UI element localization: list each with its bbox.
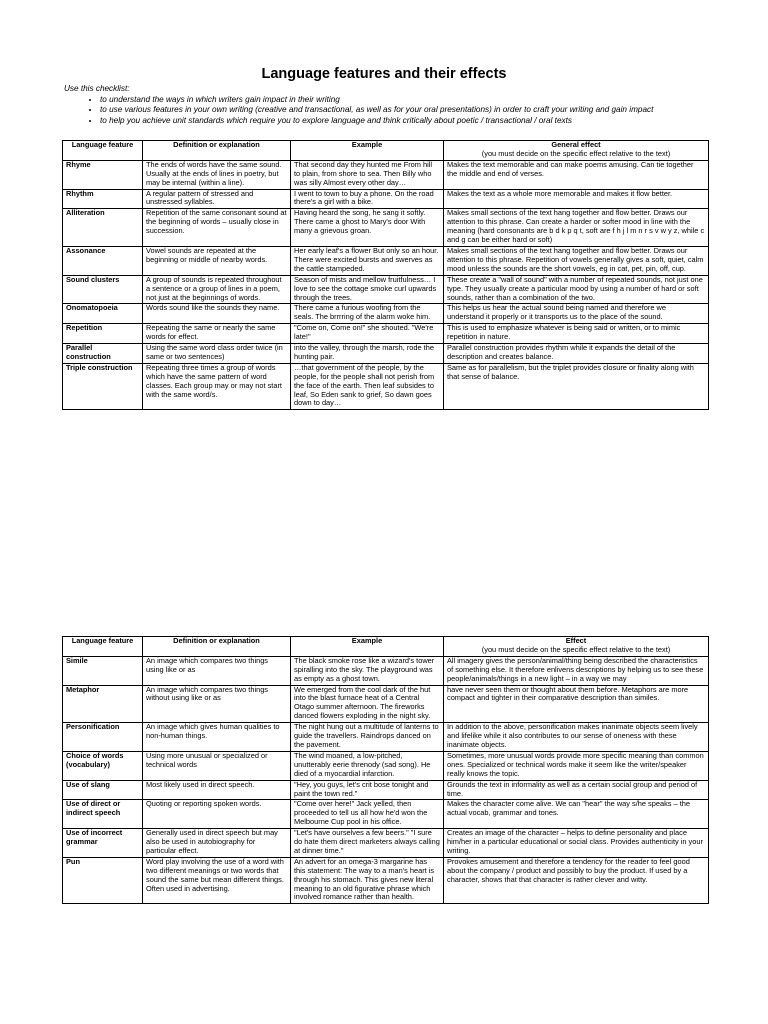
table-row bbox=[63, 751, 709, 780]
example-cell: …that government of the people, by the people, for the people shall not perish from the face of the earth. Then leaf subsides to leaf, So Eden sank to grief, So dawn goes down to day… bbox=[291, 363, 444, 410]
definition-cell: Using the same word class order twice (in same or two sentences) bbox=[143, 344, 291, 364]
table-row bbox=[63, 857, 709, 904]
table-row bbox=[63, 189, 709, 209]
feature-cell: Pun bbox=[63, 857, 143, 904]
effect-cell: Makes the text as a whole more memorable and makes it flow better. bbox=[444, 189, 709, 209]
effect-cell: These create a "wall of sound" with a number of repeated sounds, not just one type. They usually create a particular mood by using a number of hard or soft sounds, rather than a combination of the two. bbox=[444, 275, 709, 304]
example-cell: "Let's have ourselves a few beers." "I sure do hate them direct marketers always calling at dinner time." bbox=[291, 829, 444, 858]
example-cell: Her early leaf's a flower But only so an hour. There were excited bursts and swerves as the cattle stampeded. bbox=[291, 246, 444, 275]
feature-cell: Sound clusters bbox=[63, 275, 143, 304]
feature-cell: Simile bbox=[63, 656, 143, 685]
table-row bbox=[63, 324, 709, 344]
effect-cell: Sometimes, more unusual words provide more specific meaning than common ones. Specialized or technical words make it seem like the writer/speaker really knows the topic. bbox=[444, 751, 709, 780]
effect-cell: Makes the character come alive. We can "hear" the way s/he speaks – the actual vocab, grammar and tones. bbox=[444, 800, 709, 829]
feature-cell: Choice of words (vocabulary) bbox=[63, 751, 143, 780]
example-cell: That second day they hunted me From hill to plain, from shore to sea. Then Billy who was silly Almost every other day… bbox=[291, 160, 444, 189]
effect-cell: Makes the text memorable and can make poems amusing. Can tie together the middle and end of verses. bbox=[444, 160, 709, 189]
effect-cell: All imagery gives the person/animal/thing being described the characteristics of something else. It therefore enlivens descriptions by helping us to see these people/animals/things in a new light – in a way we may bbox=[444, 656, 709, 685]
header-effect-note: (you must decide on the specific effect relative to the text) bbox=[481, 644, 671, 654]
definition-cell: The ends of words have the same sound. Usually at the ends of lines in poetry, but may be internal (within a line). bbox=[143, 160, 291, 189]
effect-cell: Makes small sections of the text hang together and flow better. Draws our attention to this phrase. Can create a harder or softer mood in line with the meaning (hard consonants are b d k p q t, soft are f h j l m n r s v w y z, while c and g can be either hard or soft) bbox=[444, 209, 709, 247]
table-row bbox=[63, 344, 709, 364]
table-row bbox=[63, 275, 709, 304]
feature-cell: Parallel construction bbox=[63, 344, 143, 364]
table-header-row bbox=[63, 637, 709, 657]
example-cell: "Come over here!" Jack yelled, then proceeded to tell us all how he'd won the Melbourne Cup pool in his office. bbox=[291, 800, 444, 829]
feature-cell: Repetition bbox=[63, 324, 143, 344]
table-row bbox=[63, 304, 709, 324]
header-feature: Language feature bbox=[63, 141, 143, 161]
table-header-row bbox=[63, 141, 709, 161]
feature-cell: Use of slang bbox=[63, 780, 143, 800]
example-cell: I went to town to buy a phone. On the road there's a girl with a bike. bbox=[291, 189, 444, 209]
table-row bbox=[63, 656, 709, 685]
header-definition: Definition or explanation bbox=[143, 637, 291, 657]
effect-cell: In addition to the above, personification makes inanimate objects seem lively and lifelike while it also contributes to our sense of oneness with these inanimate objects. bbox=[444, 723, 709, 752]
table-row bbox=[63, 685, 709, 723]
feature-cell: Assonance bbox=[63, 246, 143, 275]
feature-cell: Use of direct or indirect speech bbox=[63, 800, 143, 829]
table-row bbox=[63, 780, 709, 800]
header-effect-title: Effect bbox=[565, 636, 587, 645]
table-body bbox=[63, 656, 709, 904]
example-cell: Having heard the song, he sang it softly. There came a ghost to Mary's door With many a grievous groan. bbox=[291, 209, 444, 247]
checklist-item: • to understand the ways in which writers gain impact in their writing bbox=[100, 95, 704, 106]
example-cell: There came a furious woofing from the seals. The brrrring of the alarm woke him. bbox=[291, 304, 444, 324]
definition-cell: Words sound like the sounds they name. bbox=[143, 304, 291, 324]
definition-cell: An image which compares two things without using like or as bbox=[143, 685, 291, 723]
effect-cell: Grounds the text in informality as well as a certain social group and period of time. bbox=[444, 780, 709, 800]
effect-cell: Creates an image of the character – helps to define personality and place him/her in a particular educational or social class. Provides authenticity in your writing. bbox=[444, 829, 709, 858]
feature-cell: Alliteration bbox=[63, 209, 143, 247]
definition-cell: Quoting or reporting spoken words. bbox=[143, 800, 291, 829]
feature-cell: Triple construction bbox=[63, 363, 143, 410]
checklist-item: • to help you achieve unit standards which require you to explore language and think critically about poetic / transactional / oral texts bbox=[100, 116, 704, 127]
checklist-list bbox=[64, 95, 704, 127]
definition-cell: Generally used in direct speech but may also be used in autobiography for particular effect. bbox=[143, 829, 291, 858]
feature-cell: Rhyme bbox=[63, 160, 143, 189]
header-effect-title: General effect bbox=[551, 140, 601, 149]
header-effect bbox=[444, 141, 709, 161]
feature-cell: Rhythm bbox=[63, 189, 143, 209]
effect-cell: Provokes amusement and therefore a tendency for the reader to feel good about the company / product and possibly to buy the product. If used by a character, shows that that character is rather clever and witty. bbox=[444, 857, 709, 904]
effect-cell: Same as for parallelism, but the triplet provides closure or finality along with that sense of balance. bbox=[444, 363, 709, 410]
definition-cell: An image which compares two things using like or as bbox=[143, 656, 291, 685]
effect-cell: Parallel construction provides rhythm while it expands the detail of the description and creates balance. bbox=[444, 344, 709, 364]
table-row bbox=[63, 209, 709, 247]
feature-cell: Metaphor bbox=[63, 685, 143, 723]
table-row bbox=[63, 160, 709, 189]
header-feature: Language feature bbox=[63, 637, 143, 657]
effect-cell: This is used to emphasize whatever is being said or written, or to mimic repetition in nature. bbox=[444, 324, 709, 344]
effect-cell: This helps us hear the actual sound being named and therefore we understand it properly or it transports us to the place of the sound. bbox=[444, 304, 709, 324]
header-effect bbox=[444, 637, 709, 657]
table-row bbox=[63, 723, 709, 752]
example-cell: We emerged from the cool dark of the hut into the blast furnace heat of a Central Otago summer afternoon. The fireworks danced flowers exploding in the night sky. bbox=[291, 685, 444, 723]
header-effect-note: (you must decide on the specific effect relative to the text) bbox=[481, 148, 671, 158]
example-cell: "Hey, you guys, let's crit bose tonight and paint the town red." bbox=[291, 780, 444, 800]
definition-cell: Repetition of the same consonant sound at the beginning of words – usually close in succession. bbox=[143, 209, 291, 247]
definition-cell: Repeating three times a group of words which have the same pattern of word classes. Each group may or may not start with the same word/s. bbox=[143, 363, 291, 410]
effect-cell: have never seen them or thought about them before. Metaphors are more compact and tighter in their comparative description than similes. bbox=[444, 685, 709, 723]
checklist-item: • to use various features in your own writing (creative and transactional, as well as for your oral presentations) in order to craft your writing and gain impact bbox=[100, 105, 704, 116]
table-row bbox=[63, 363, 709, 410]
definition-cell: Vowel sounds are repeated at the beginning or middle of nearby words. bbox=[143, 246, 291, 275]
example-cell: Season of mists and mellow fruitfulness… I love to see the cottage smoke curl upwards through the trees. bbox=[291, 275, 444, 304]
definition-cell: Repeating the same or nearly the same words for effect. bbox=[143, 324, 291, 344]
definition-cell: Using more unusual or specialized or technical words bbox=[143, 751, 291, 780]
example-cell: An advert for an omega-3 margarine has this statement: The way to a man's heart is through his stomach. This gives new literal meaning to an old figurative phrase which involved romance rather than health. bbox=[291, 857, 444, 904]
feature-cell: Use of incorrect grammar bbox=[63, 829, 143, 858]
example-cell: The wind moaned, a low-pitched, unutterably eerie threnody (sad song). He died of a myocardial infarction. bbox=[291, 751, 444, 780]
header-example: Example bbox=[291, 141, 444, 161]
definition-cell: Word play involving the use of a word with two different meanings or two words that sound the same but mean different things. Often used in advertising. bbox=[143, 857, 291, 904]
effect-cell: Makes small sections of the text hang together and flow better. Draws our attention to this phrase. Repetition of vowels generally gives a soft, quiet, calm mood unless the sounds are the short vowels, eg in cat, pet, pin, off, cup. bbox=[444, 246, 709, 275]
table-row bbox=[63, 246, 709, 275]
imagery-features-table bbox=[62, 636, 709, 904]
example-cell: The night hung out a multitude of lanterns to guide the travellers. Raindrops danced on the pavement. bbox=[291, 723, 444, 752]
definition-cell: A regular pattern of stressed and unstressed syllables. bbox=[143, 189, 291, 209]
table-body bbox=[63, 160, 709, 410]
page-title: Language features and their effects bbox=[261, 66, 507, 82]
language-features-table bbox=[62, 140, 709, 410]
checklist-lead: Use this checklist: bbox=[64, 84, 130, 93]
definition-cell: Most likely used in direct speech. bbox=[143, 780, 291, 800]
table-row bbox=[63, 829, 709, 858]
example-cell: into the valley, through the marsh, rode the hunting pair. bbox=[291, 344, 444, 364]
definition-cell: A group of sounds is repeated throughout a sentence or a group of lines in a poem, not just at the beginnings of words. bbox=[143, 275, 291, 304]
feature-cell: Personification bbox=[63, 723, 143, 752]
example-cell: "Come on, Come on!" she shouted. "We're late!" bbox=[291, 324, 444, 344]
header-definition: Definition or explanation bbox=[143, 141, 291, 161]
checklist-intro bbox=[64, 84, 704, 126]
example-cell: The black smoke rose like a wizard's tower spiralling into the sky. The playground was as empty as a ghost town. bbox=[291, 656, 444, 685]
feature-cell: Onomatopoeia bbox=[63, 304, 143, 324]
header-example: Example bbox=[291, 637, 444, 657]
table-row bbox=[63, 800, 709, 829]
definition-cell: An image which gives human qualities to non-human things. bbox=[143, 723, 291, 752]
